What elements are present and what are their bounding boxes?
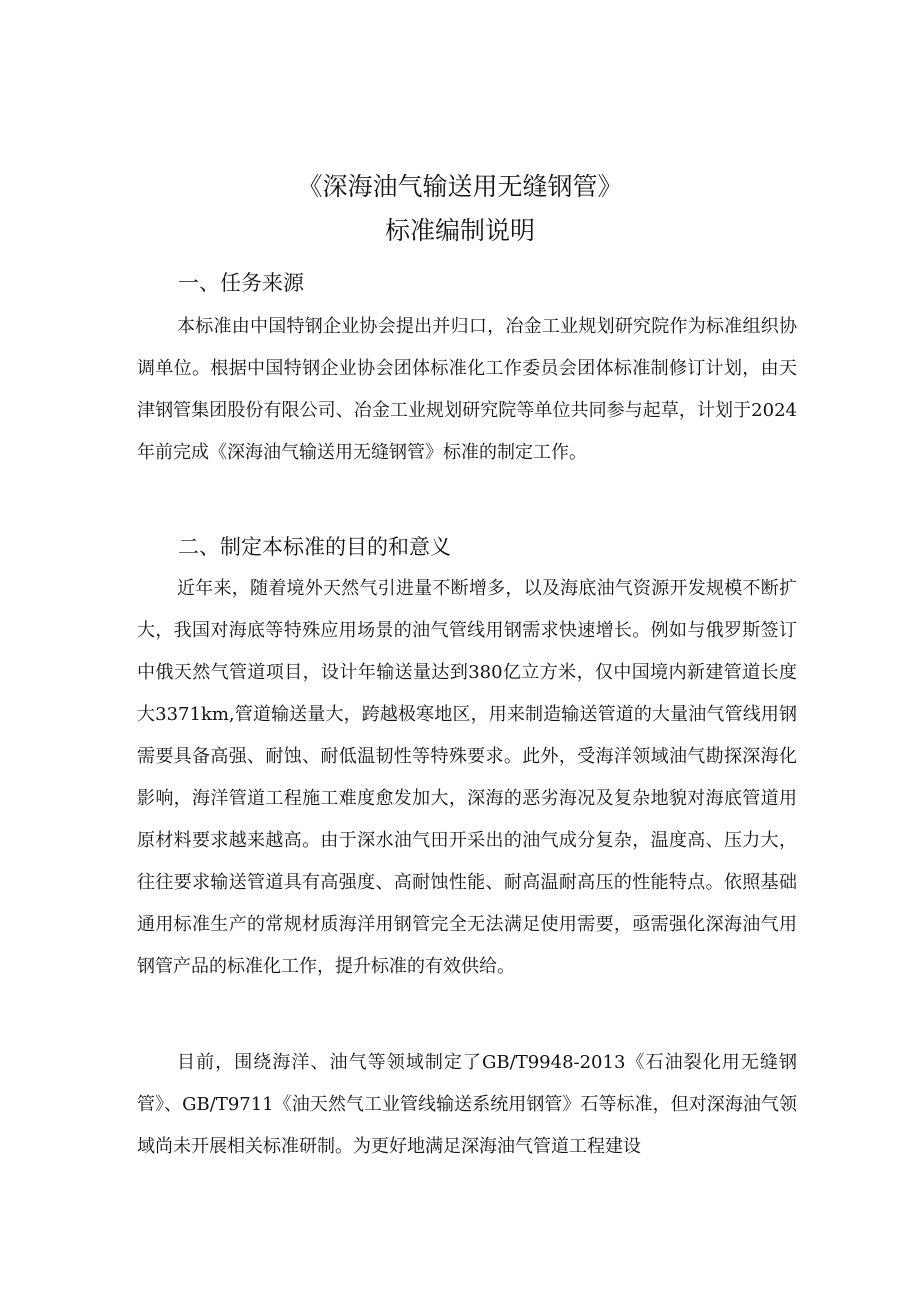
- document-subtitle: 标准编制说明: [384, 216, 535, 245]
- paragraph-purpose-current-standards: 目前，围绕海洋、油气等领域制定了GB/T9948-2013《石油裂化用无缝钢管》、GB/T9711《油天然气工业管线输送系统用钢管》石等标准，但对深海油气领域尚未开展相关标准研制。为更好地满足深海油气管道工程建设: [137, 1052, 797, 1157]
- paragraph-purpose-background: 近年来，随着境外天然气引进量不断增多，以及海底油气资源开发规模不断扩大，我国对海底等特殊应用场景的油气管线用钢需求快速增长。例如与俄罗斯签订中俄天然气管道项目，设计年输送量达到380亿立方米，仅中国境内新建管道长度大3371km,管道输送量大，跨越极寒地区，用来制造输送管道的大量油气管线用钢需要具备高强、耐蚀、耐低温韧性等特殊要求。此外，受海洋领域油气勘探深海化影响，海洋管道工程施工难度愈发加大，深海的恶劣海况及复杂地貌对海底管道用原材料要求越来越高。由于深水油气田开采出的油气成分复杂，温度高、压力大，往往要求输送管道具有高强度、高耐蚀性能、耐高温耐高压的性能特点。依照基础通用标准生产的常规材质海洋用钢管完全无法满足使用需要，亟需强化深海油气用钢管产品的标准化工作，提升标准的有效供给。: [137, 578, 797, 977]
- section-heading-purpose: 二、制定本标准的目的和意义: [178, 535, 451, 559]
- section-heading-task-source: 一、任务来源: [178, 271, 304, 295]
- document-title: 《深海油气输送用无缝钢管》: [297, 172, 623, 201]
- paragraph-task-source: 本标准由中国特钢企业协会提出并归口，冶金工业规划研究院作为标准组织协调单位。根据中国特钢企业协会团体标准化工作委员会团体标准制修订计划，由天津钢管集团股份有限公司、冶金工业规划研究院等单位共同参与起草，计划于2024年前完成《深海油气输送用无缝钢管》标准的制定工作。: [137, 316, 797, 463]
